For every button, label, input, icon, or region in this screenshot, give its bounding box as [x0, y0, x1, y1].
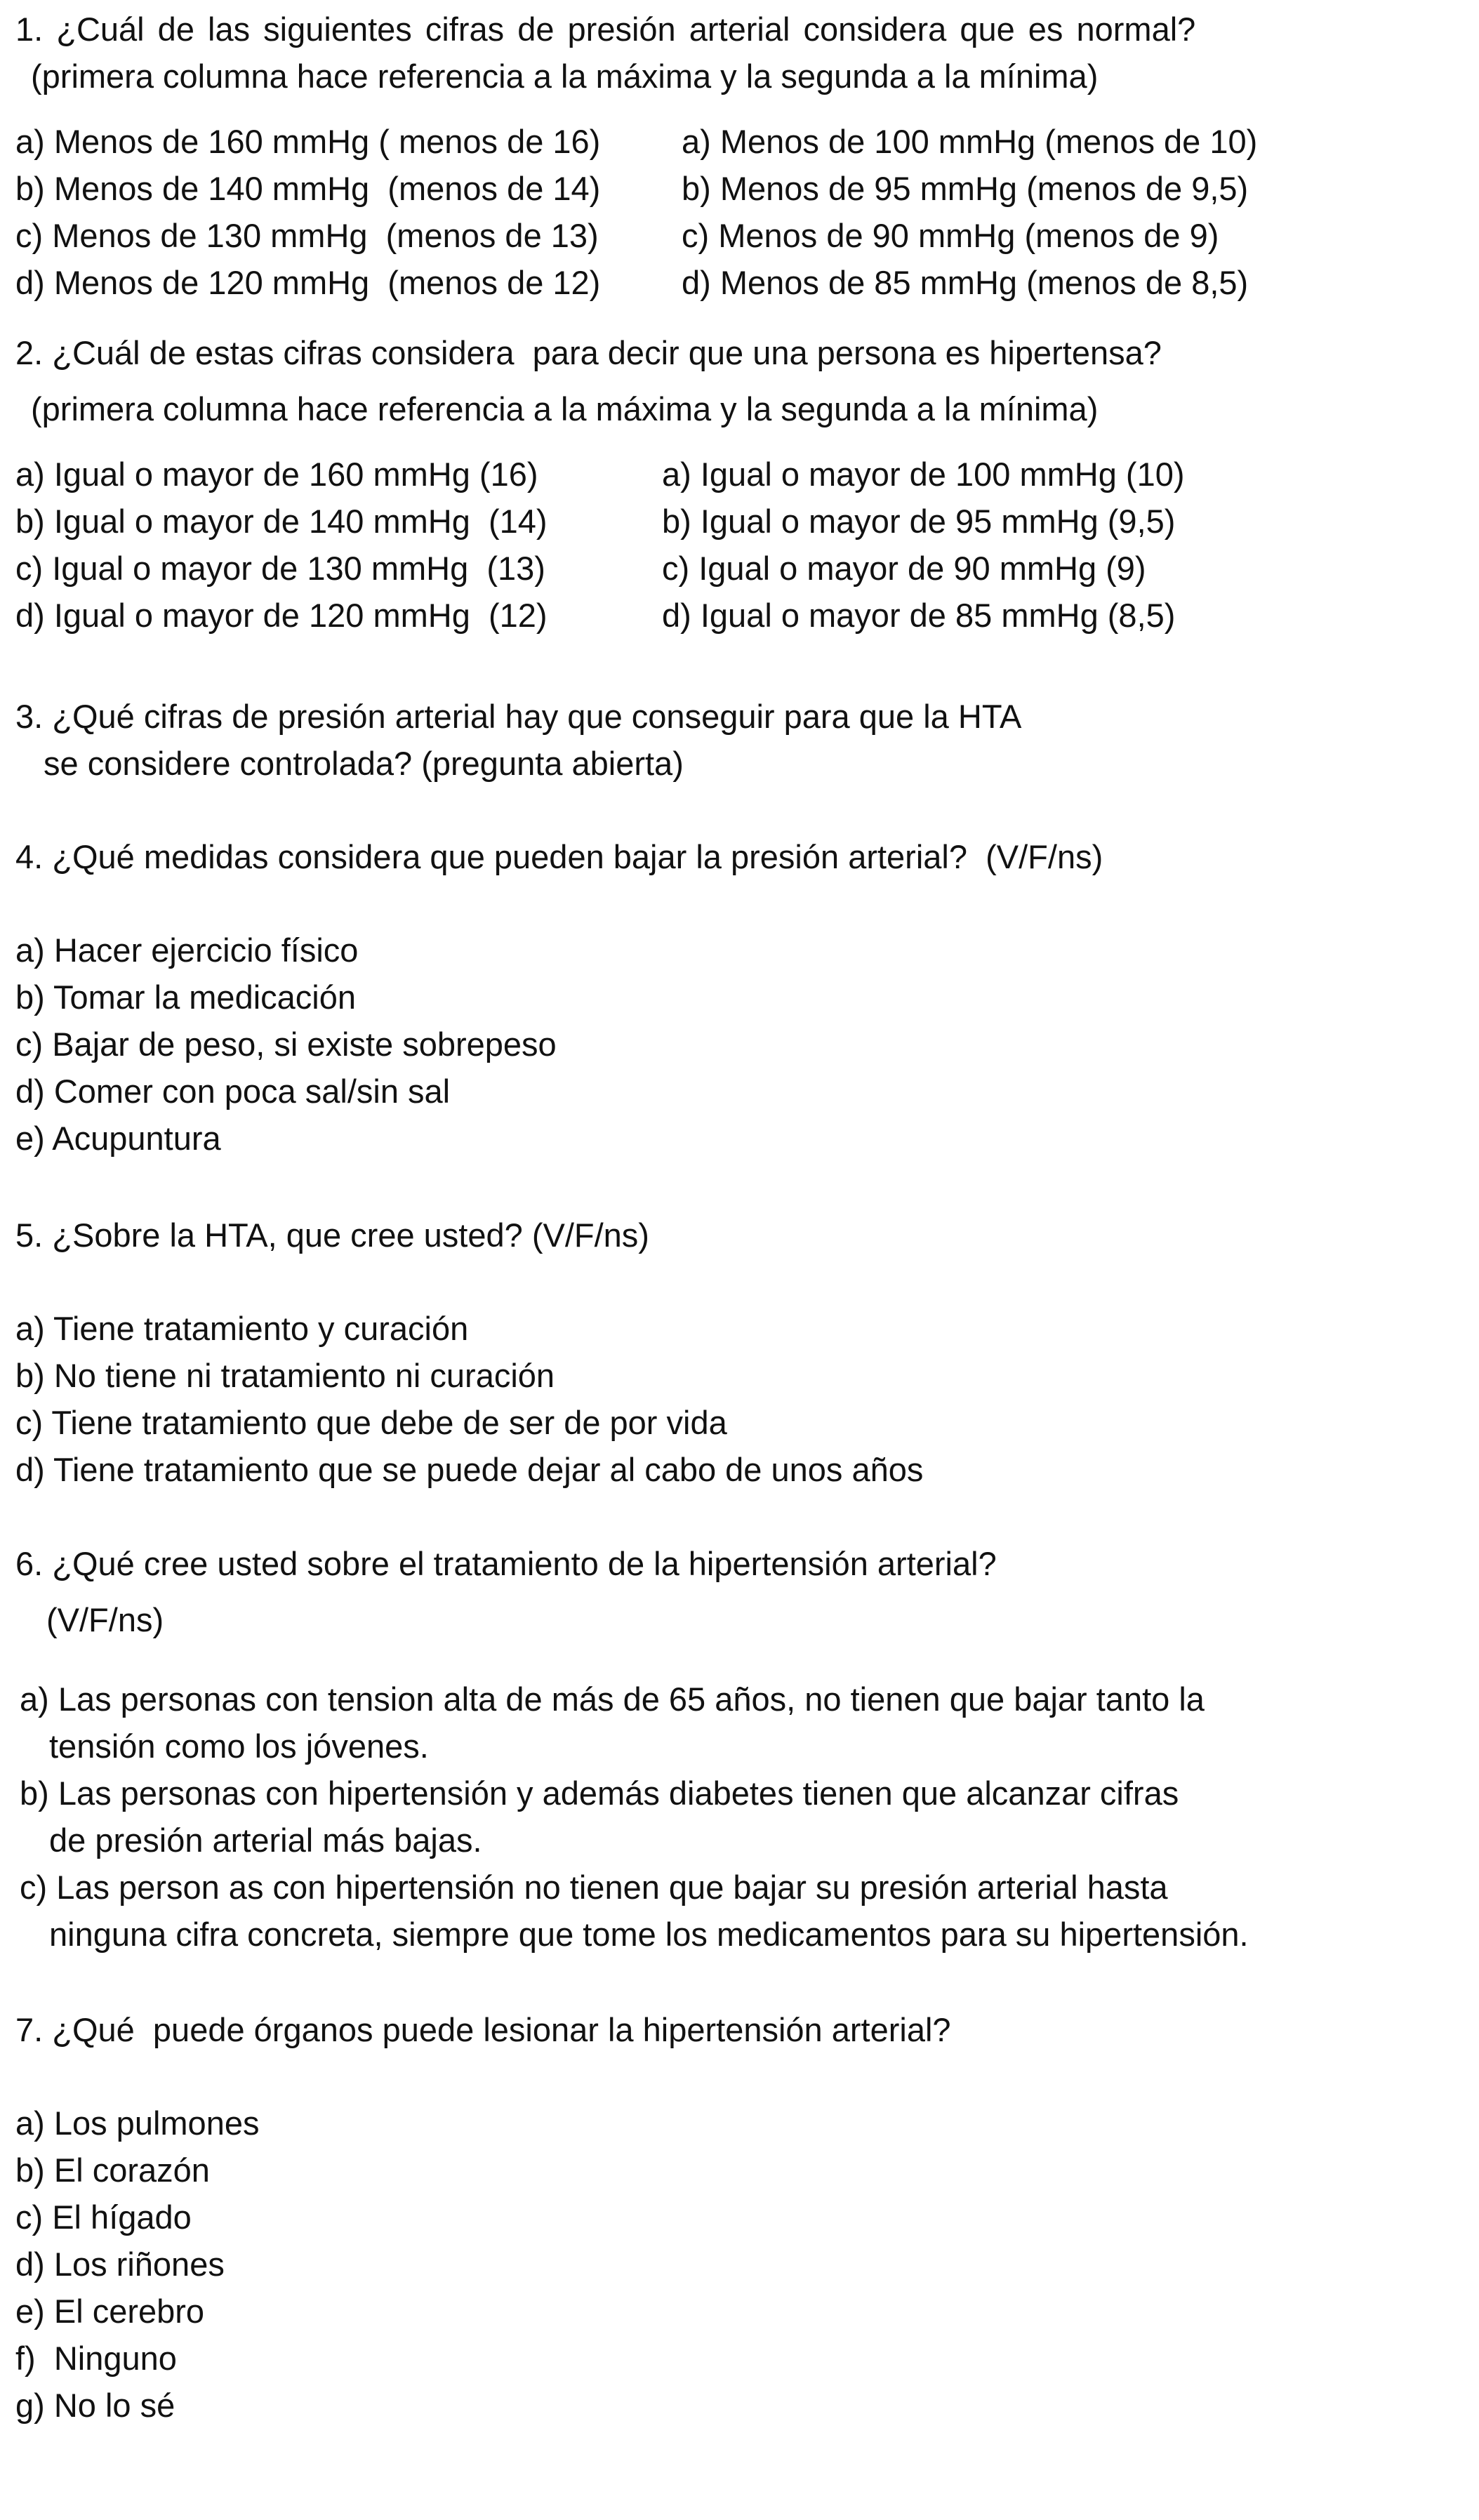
q7-option-e: e) El cerebro	[15, 2293, 205, 2330]
question-6-title: 6. ¿Qué cree usted sobre el tratamiento de la hipertensión arterial?	[15, 1545, 997, 1582]
question-1-min-column	[682, 118, 1465, 306]
q5-option-d: d) Tiene tratamiento que se puede dejar al cabo de unos años	[15, 1451, 924, 1488]
q6-option-b	[15, 1770, 1465, 1864]
question-2-max-column	[15, 451, 662, 639]
question-6-options	[15, 1676, 1465, 1958]
q6-option-b-line1: b) Las personas con hipertensión y además diabetes tienen que alcanzar cifras	[20, 1775, 1179, 1812]
q4-option-e: e) Acupuntura	[15, 1120, 221, 1157]
q1-min-option-c: c) Menos de 90 mmHg (menos de 9)	[682, 217, 1219, 254]
q6-option-c-line2: ninguna cifra concreta, siempre que tome los medicamentos para su hipertensión.	[49, 1916, 1249, 1953]
question-7	[15, 2006, 1465, 2429]
q6-option-c	[15, 1864, 1465, 1958]
question-4-title: 4. ¿Qué medidas considera que pueden bajar la presión arterial? (V/F/ns)	[15, 838, 1103, 875]
q6-option-a-line1: a) Las personas con tension alta de más de 65 años, no tienen que bajar tanto la	[20, 1680, 1205, 1718]
question-5-title: 5. ¿Sobre la HTA, que cree usted? (V/F/ns)	[15, 1216, 649, 1254]
q7-option-f: f) Ninguno	[15, 2340, 177, 2377]
q1-max-option-a: a) Menos de 160 mmHg ( menos de 16)	[15, 123, 601, 160]
q5-option-b: b) No tiene ni tratamiento ni curación	[15, 1357, 555, 1394]
question-3-title-line1: 3. ¿Qué cifras de presión arterial hay que conseguir para que la HTA	[15, 698, 1022, 735]
q5-option-c: c) Tiene tratamiento que debe de ser de por vida	[15, 1404, 727, 1441]
question-2	[15, 329, 1465, 639]
question-2-title: 2. ¿Cuál de estas cifras considera para decir que una persona es hipertensa?	[15, 334, 1162, 371]
q1-max-option-c: c) Menos de 130 mmHg (menos de 13)	[15, 217, 599, 254]
question-5-options	[15, 1305, 1465, 1493]
q7-option-a: a) Los pulmones	[15, 2104, 260, 2142]
question-7-options	[15, 2100, 1465, 2429]
q2-min-option-a: a) Igual o mayor de 100 mmHg (10)	[662, 456, 1185, 493]
question-2-subtitle: (primera columna hace referencia a la máxima y la segunda a la mínima)	[31, 390, 1099, 427]
q6-option-b-line2: de presión arterial más bajas.	[49, 1822, 482, 1859]
q4-option-c: c) Bajar de peso, si existe sobrepeso	[15, 1026, 557, 1063]
question-1-subtitle: (primera columna hace referencia a la máxima y la segunda a la mínima)	[31, 58, 1099, 95]
q7-option-d: d) Los riñones	[15, 2246, 225, 2283]
question-1-options	[15, 118, 1465, 306]
question-3-title-line2: se considere controlada? (pregunta abierta)	[44, 745, 684, 782]
question-5	[15, 1212, 1465, 1493]
q4-option-a: a) Hacer ejercicio físico	[15, 931, 359, 969]
question-1-title: 1. ¿Cuál de las siguientes cifras de presión arterial considera que es normal?	[15, 11, 1196, 48]
question-4	[15, 833, 1465, 1162]
question-2-options	[15, 451, 1465, 639]
q6-option-c-line1: c) Las person as con hipertensión no tienen que bajar su presión arterial hasta	[20, 1869, 1168, 1906]
question-7-title: 7. ¿Qué puede órganos puede lesionar la hipertensión arterial?	[15, 2011, 951, 2048]
q2-min-option-c: c) Igual o mayor de 90 mmHg (9)	[662, 550, 1146, 587]
q1-min-option-d: d) Menos de 85 mmHg (menos de 8,5)	[682, 264, 1249, 301]
q2-min-option-b: b) Igual o mayor de 95 mmHg (9,5)	[662, 503, 1176, 540]
q1-max-option-b: b) Menos de 140 mmHg (menos de 14)	[15, 170, 601, 207]
q2-max-option-b: b) Igual o mayor de 140 mmHg (14)	[15, 503, 548, 540]
question-4-options	[15, 927, 1465, 1162]
q4-option-d: d) Comer con poca sal/sin sal	[15, 1073, 451, 1110]
question-6	[15, 1540, 1465, 1958]
question-3	[15, 693, 1465, 787]
q7-option-g: g) No lo sé	[15, 2387, 175, 2424]
question-1	[15, 6, 1465, 306]
question-2-min-column	[662, 451, 1465, 639]
q4-option-b: b) Tomar la medicación	[15, 979, 357, 1016]
q5-option-a: a) Tiene tratamiento y curación	[15, 1310, 469, 1347]
q1-min-option-b: b) Menos de 95 mmHg (menos de 9,5)	[682, 170, 1249, 207]
questionnaire-page	[15, 6, 1465, 2429]
q7-option-c: c) El hígado	[15, 2199, 192, 2236]
q6-option-a-line2: tensión como los jóvenes.	[49, 1727, 429, 1765]
q7-option-b: b) El corazón	[15, 2151, 210, 2189]
question-6-subtitle: (V/F/ns)	[46, 1601, 164, 1638]
q1-min-option-a: a) Menos de 100 mmHg (menos de 10)	[682, 123, 1258, 160]
q2-min-option-d: d) Igual o mayor de 85 mmHg (8,5)	[662, 597, 1176, 634]
q1-max-option-d: d) Menos de 120 mmHg (menos de 12)	[15, 264, 601, 301]
question-1-max-column	[15, 118, 682, 306]
q2-max-option-c: c) Igual o mayor de 130 mmHg (13)	[15, 550, 545, 587]
q2-max-option-a: a) Igual o mayor de 160 mmHg (16)	[15, 456, 538, 493]
q6-option-a	[15, 1676, 1465, 1770]
q2-max-option-d: d) Igual o mayor de 120 mmHg (12)	[15, 597, 548, 634]
